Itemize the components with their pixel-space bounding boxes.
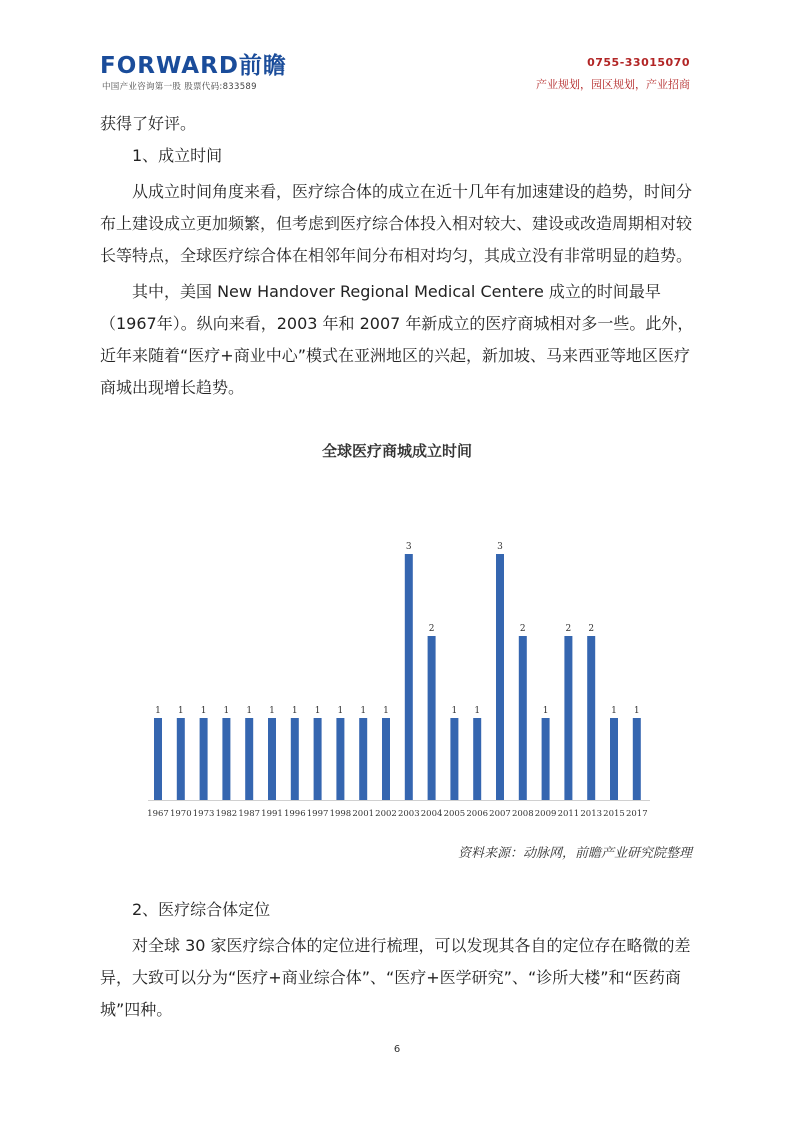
- x-tick-label: 1973: [192, 809, 215, 819]
- bar-data-label: 1: [360, 706, 367, 716]
- x-tick-label: 1996: [283, 809, 306, 819]
- x-tick-label: 1991: [261, 809, 283, 819]
- x-tick-label: 1998: [329, 809, 352, 819]
- header-tagline: 产业规划，园区规划，产业招商: [536, 78, 690, 91]
- chart-bar: [587, 636, 595, 800]
- x-tick-label: 1967: [147, 809, 169, 819]
- bar-data-label: 1: [337, 706, 344, 716]
- bar-data-label: 1: [291, 706, 298, 716]
- bar-data-label: 1: [451, 706, 458, 716]
- chart-bar: [610, 718, 618, 800]
- chart-bar: [314, 718, 322, 800]
- text-block-top: [100, 108, 694, 404]
- x-tick-label: 2001: [352, 809, 375, 819]
- chart-bar: [564, 636, 572, 800]
- chart-bar: [450, 718, 458, 800]
- x-tick-label: 2004: [420, 809, 443, 819]
- bar-data-label: 1: [200, 706, 207, 716]
- chart-title: 全球医疗商城成立时间: [321, 442, 472, 460]
- bar-data-label: 1: [246, 706, 253, 716]
- chart-bar: [222, 718, 230, 800]
- bar-data-label: 1: [314, 706, 321, 716]
- bar-data-label: 2: [565, 624, 572, 634]
- section-heading-1: 1、成立时间: [132, 146, 223, 165]
- chart-bar: [268, 718, 276, 800]
- chart-bar: [359, 718, 367, 800]
- x-tick-label: 2011: [557, 809, 580, 819]
- x-tick-label: 2017: [625, 809, 648, 819]
- bar-data-label: 2: [519, 624, 526, 634]
- bar-data-label: 1: [474, 706, 481, 716]
- x-tick-label: 2002: [375, 809, 397, 819]
- chart-bar: [496, 554, 504, 800]
- chart-bar: [405, 554, 413, 800]
- bar-data-label: 1: [269, 706, 275, 716]
- bar-data-label: 1: [633, 706, 640, 716]
- bar-data-label: 2: [588, 624, 595, 634]
- x-tick-label: 1970: [169, 809, 192, 819]
- chart-bar: [245, 718, 253, 800]
- paragraph-1: 从成立时间角度来看，医疗综合体的成立在近十几年有加速建设的趋势，时间分布上建设成立更加频繁，但考虑到医疗综合体投入相对较大、建设或改造周期相对较长等特点，全球医疗综合体在相邻年间分布相对均匀，其成立没有非常明显的趋势。: [100, 182, 693, 265]
- chart-bar: [428, 636, 436, 800]
- bar-data-label: 1: [177, 706, 184, 716]
- text-block-bottom: [100, 894, 694, 1026]
- paragraph-3: 对全球 30 家医疗综合体的定位进行梳理，可以发现其各自的定位存在略微的差异，大致可以分为“医疗+商业综合体”、“医疗+医学研究”、“诊所大楼”和“医药商城”四种。: [100, 936, 691, 1019]
- bar-data-label: 3: [405, 542, 412, 552]
- x-tick-label: 2008: [511, 809, 534, 819]
- x-tick-label: 1982: [215, 809, 238, 819]
- x-tick-label: 2006: [466, 809, 489, 819]
- logo-subtitle: 中国产业咨询第一股 股票代码:833589: [102, 82, 257, 92]
- header-phone: 0755-33015070: [587, 56, 690, 69]
- bar-chart: [140, 520, 660, 820]
- x-tick-label: 2003: [397, 809, 420, 819]
- chart-bar: [519, 636, 527, 800]
- x-tick-label: 2007: [489, 809, 511, 819]
- bar-data-label: 2: [428, 624, 435, 634]
- chart-bar: [200, 718, 208, 800]
- bar-data-label: 1: [611, 706, 617, 716]
- chart-bar: [633, 718, 641, 800]
- chart-bar: [542, 718, 550, 800]
- bar-data-label: 1: [155, 706, 161, 716]
- x-tick-label: 2015: [603, 809, 625, 819]
- chart-bar: [336, 718, 344, 800]
- chart-bar: [291, 718, 299, 800]
- x-tick-label: 2013: [580, 809, 603, 819]
- chart-bar: [473, 718, 481, 800]
- paragraph-2: 其中，美国 New Handover Regional Medical Centere 成立的时间最早（1967年）。纵向来看，2003 年和 2007 年新成立的医疗商城相对多一些。此外，近年来随着“医疗+商业中心”模式在亚洲地区的兴起，新加坡、马来西亚等地区医疗商城出现增长趋势。: [100, 282, 694, 397]
- company-logo: [100, 53, 287, 79]
- x-tick-label: 2005: [443, 809, 466, 819]
- x-tick-label: 1987: [238, 809, 261, 819]
- bar-data-label: 1: [223, 706, 230, 716]
- paragraph-continuation: 获得了好评。: [100, 114, 197, 133]
- chart-bar: [382, 718, 390, 800]
- chart-bar: [154, 718, 162, 800]
- chart-source: 资料来源：动脉网，前瞻产业研究院整理: [457, 846, 692, 861]
- page-number: 6: [393, 1044, 401, 1055]
- logo-en: FORWARD: [100, 53, 239, 79]
- x-tick-label: 1997: [306, 809, 329, 819]
- bar-data-label: 1: [542, 706, 549, 716]
- logo-cn: 前瞻: [238, 53, 287, 79]
- bar-data-label: 1: [383, 706, 389, 716]
- section-heading-2: 2、医疗综合体定位: [132, 900, 271, 919]
- x-tick-label: 2009: [534, 809, 557, 819]
- bar-data-label: 3: [497, 542, 503, 552]
- page-header: [0, 0, 794, 100]
- chart-bar: [177, 718, 185, 800]
